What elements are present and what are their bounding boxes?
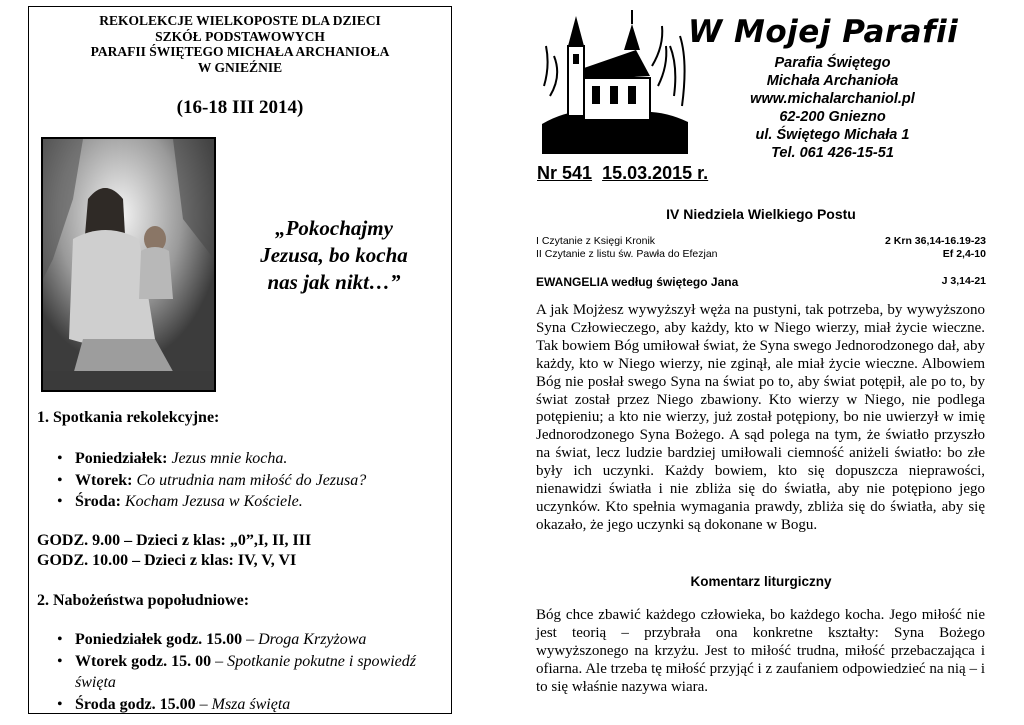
list-item [53,448,366,470]
topic-text: Jezus mnie kocha. [171,450,288,467]
sunday-title: IV Niedziela Wielkiego Postu [666,206,856,222]
jesus-with-child-image [41,137,216,392]
gospel-header [536,275,986,289]
reading-name: II Czytanie z listu św. Pawła do Efezjan [536,248,718,260]
service-text: Msza święta [211,695,291,713]
service-text-cont: święta [75,674,116,691]
dash: – [211,652,228,670]
quote-line-2: Jezusa, bo kocha [260,243,408,267]
commentary-text: Bóg chce zbawić każdego człowieka, bo każdego kocha. Jego miłość nie jest teorią – przybrała ona konkretne kształty: Syna Bożego wywyższonego na krzyżu. Jest to miłość trudna, miłość przebaczająca i ofiarna. Ale trzeba tę miłość przyjąć i z zaufaniem odpowiedzieć na nią – i to się właśnie nazywa wiara. [536,607,985,695]
list-item [53,491,366,513]
quote-line-1: „Pokochajmy [275,216,393,240]
issue-number: Nr 541 [537,163,593,183]
address-line: ul. Świętego Michała 1 [755,127,910,143]
issue-date: 15.03.2015 r. [602,163,709,183]
commentary-title: Komentarz liturgiczny [690,574,832,589]
dash: – [242,631,259,648]
dash: – [195,695,212,713]
topic-text: Co utrudnia nam miłość do Jezusa? [136,471,367,489]
address-line: Parafia Świętego [774,55,891,71]
time-label: Wtorek godz. 15. 00 [75,652,212,670]
gospel-ref: J 3,14-21 [941,275,986,287]
parish-address [720,54,945,162]
time-label: Poniedziałek godz. 15.00 [75,631,243,648]
schedule-line-2: GODZ. 10.00 – Dzieci z klas: IV, V, VI [37,552,297,569]
header-line-1: REKOLEKCJE WIELKOPOSTE DLA DZIECI [99,13,381,28]
time-label: Środa godz. 15.00 [75,695,196,713]
topic-text: Kocham Jezusa w Kościele. [124,493,303,510]
gospel-text: A jak Mojżesz wywyższył węża na pustyni, tak potrzeba, by wywyższono Syna Człowieczego, aby każdy, kto w Niego wierzy, miał życie wieczne. Tak bowiem Bóg umiłował świat, że Syna swego Jednorodzonego dał, aby każdy, kto w Niego wierzy, nie zginął, ale miał życie wieczne. Albowiem Bóg nie posłał swego Syna na świat po to, aby świat potępił, ale po to, by świat został przez Niego zbawiony. Kto wierzy w Niego, nie podlega potępieniu; a kto nie wierzy, już został potępiony, bo nie uwierzył w imię Jednorodzonego Syna Bożego. A sąd polega na tym, że światło przyszło na świat, lecz ludzie bardziej umiłowali ciemność aniżeli światło: bo złe były ich uczynki. Każdy bowiem, kto się dopuszcza nieprawości, nienawidzi światła i nie zbliża się do światła, aby nie potępiono jego uczynków. Kto spełnia wymagania prawdy, zbliża się do światła, aby się okazało, że jego uczynki są dokonane w Bogu. [536,302,985,533]
reading-2 [536,248,986,260]
day-label: Poniedziałek: [75,450,168,467]
reading-ref: Ef 2,4-10 [942,248,986,260]
header-line-2: SZKÓŁ PODSTAWOWYCH [155,28,325,44]
address-line: www.michalarchaniol.pl [750,91,915,107]
reading-ref: 2 Krn 36,14-16.19-23 [885,235,986,247]
header-line-3: PARAFII ŚWIĘTEGO MICHAŁA ARCHANIOŁA [90,44,390,59]
retreat-dates: (16-18 III 2014) [176,97,304,118]
reading-1 [536,235,986,247]
church-icon [540,6,690,154]
left-page [28,6,452,714]
day-label: Środa: [75,493,121,510]
list-item [53,470,366,492]
issue-info [537,163,708,184]
address-line: Tel. 061 426-15-51 [771,145,894,161]
schedule-line-1: GODZ. 9.00 – Dzieci z klas: „0”,I, II, III [37,532,312,549]
section-2-list [53,629,416,715]
header-line-4: W GNIEŹNIE [197,59,283,75]
day-label: Wtorek: [75,471,133,489]
section-1-list [53,448,366,513]
service-text: Spotkanie pokutne i spowiedź [227,652,416,670]
list-item [53,629,416,651]
jesus-with-child-illustration [43,139,214,390]
gospel-title: EWANGELIA według świętego Jana [536,275,739,289]
address-line: Michała Archanioła [766,73,899,89]
reading-name: I Czytanie z Księgi Kronik [536,235,656,247]
section-1-title: 1. Spotkania rekolekcyjne: [37,409,220,426]
quote [234,215,434,296]
list-item [53,651,416,694]
quote-line-3: nas jak nikt…” [267,270,401,294]
section-2-title: 2. Nabożeństwa popołudniowe: [37,592,250,609]
newsletter-title: W Mojej Parafii [688,14,959,50]
service-text: Droga Krzyżowa [258,631,367,648]
address-line: 62-200 Gniezno [779,109,886,125]
list-item [53,694,416,716]
